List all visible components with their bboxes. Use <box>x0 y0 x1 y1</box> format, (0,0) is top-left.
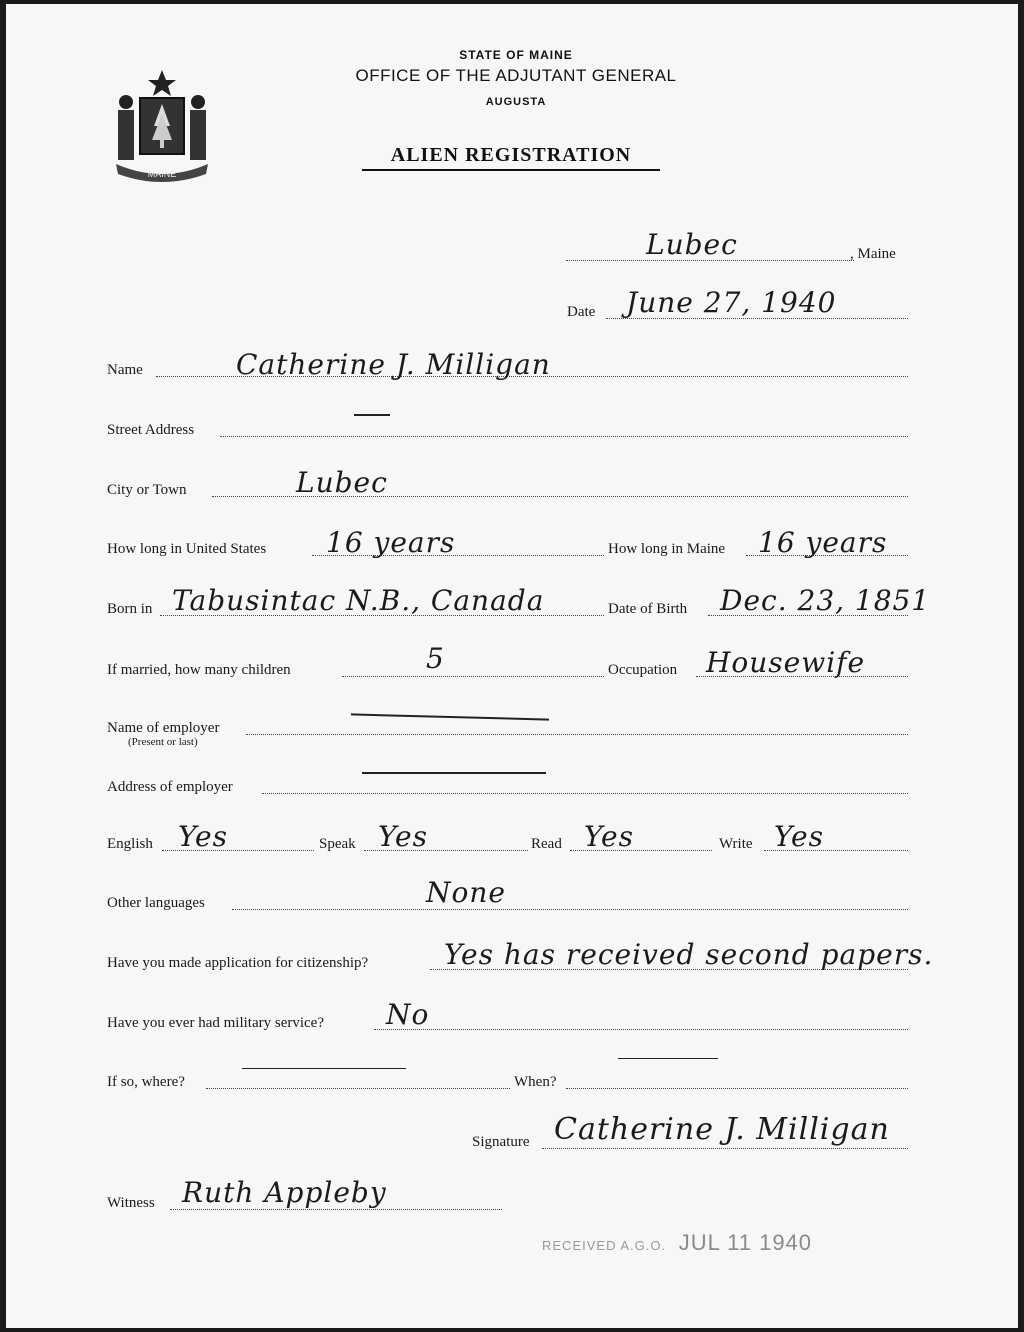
speak-label: Speak <box>319 836 356 852</box>
city-value[interactable]: Lubec <box>296 466 388 499</box>
maine-value[interactable]: 16 years <box>758 526 888 559</box>
write-label: Write <box>719 836 753 852</box>
witness-label: Witness <box>107 1195 155 1211</box>
received-stamp-date: JUL 11 1940 <box>678 1230 813 1255</box>
date-label: Date <box>567 304 596 320</box>
witness-value[interactable]: Ruth Appleby <box>182 1176 387 1209</box>
employer-label: Name of employer <box>107 720 220 736</box>
maine-label: How long in Maine <box>608 541 726 557</box>
read-value[interactable]: Yes <box>584 820 634 853</box>
other-languages-label: Other languages <box>107 895 205 911</box>
military-label: Have you ever had military service? <box>107 1015 324 1031</box>
city-label: City or Town <box>107 482 187 498</box>
svg-text:MAINE: MAINE <box>147 169 177 179</box>
signature-label: Signature <box>472 1134 530 1150</box>
citizenship-label: Have you made application for citizenship? <box>107 955 369 971</box>
occupation-label: Occupation <box>608 662 678 678</box>
english-value[interactable]: Yes <box>178 820 228 853</box>
date-value[interactable]: June 27, 1940 <box>626 286 837 319</box>
when-label: When? <box>514 1074 557 1090</box>
other-languages-value[interactable]: None <box>426 876 506 909</box>
state-heading: STATE OF MAINE <box>459 48 573 62</box>
children-value[interactable]: 5 <box>426 642 445 675</box>
born-label: Born in <box>107 601 153 617</box>
read-label: Read <box>531 836 562 852</box>
occupation-value[interactable]: Housewife <box>706 646 866 679</box>
write-value[interactable]: Yes <box>774 820 824 853</box>
town-value[interactable]: Lubec <box>646 228 738 261</box>
dob-value[interactable]: Dec. 23, 1851 <box>720 584 931 617</box>
signature-value[interactable]: Catherine J. Milligan <box>554 1112 890 1147</box>
citizenship-value[interactable]: Yes has received second papers. <box>444 938 934 971</box>
english-label: English <box>107 836 153 852</box>
where-label: If so, where? <box>107 1074 185 1090</box>
employer-address-label: Address of employer <box>107 779 233 795</box>
maine-state-seal-icon <box>106 66 218 184</box>
us-value[interactable]: 16 years <box>326 526 456 559</box>
city-heading: AUGUSTA <box>485 96 547 108</box>
name-value[interactable]: Catherine J. Milligan <box>236 348 551 381</box>
name-label: Name <box>107 362 143 378</box>
page-title: ALIEN REGISTRATION <box>362 144 660 171</box>
employer-sublabel: (Present or last) <box>128 736 198 748</box>
military-value[interactable]: No <box>386 998 430 1031</box>
received-stamp <box>542 1230 812 1256</box>
born-value[interactable]: Tabusintac N.B., Canada <box>172 584 545 617</box>
speak-value[interactable]: Yes <box>378 820 428 853</box>
maine-suffix: , Maine <box>850 246 896 262</box>
received-stamp-prefix: RECEIVED A.G.O. <box>542 1238 667 1253</box>
dob-label: Date of Birth <box>608 601 688 617</box>
office-heading: OFFICE OF THE ADJUTANT GENERAL <box>355 66 677 85</box>
registration-form-page <box>6 4 1018 1328</box>
children-label: If married, how many children <box>107 662 291 678</box>
us-label: How long in United States <box>107 541 267 557</box>
street-label: Street Address <box>107 422 195 438</box>
